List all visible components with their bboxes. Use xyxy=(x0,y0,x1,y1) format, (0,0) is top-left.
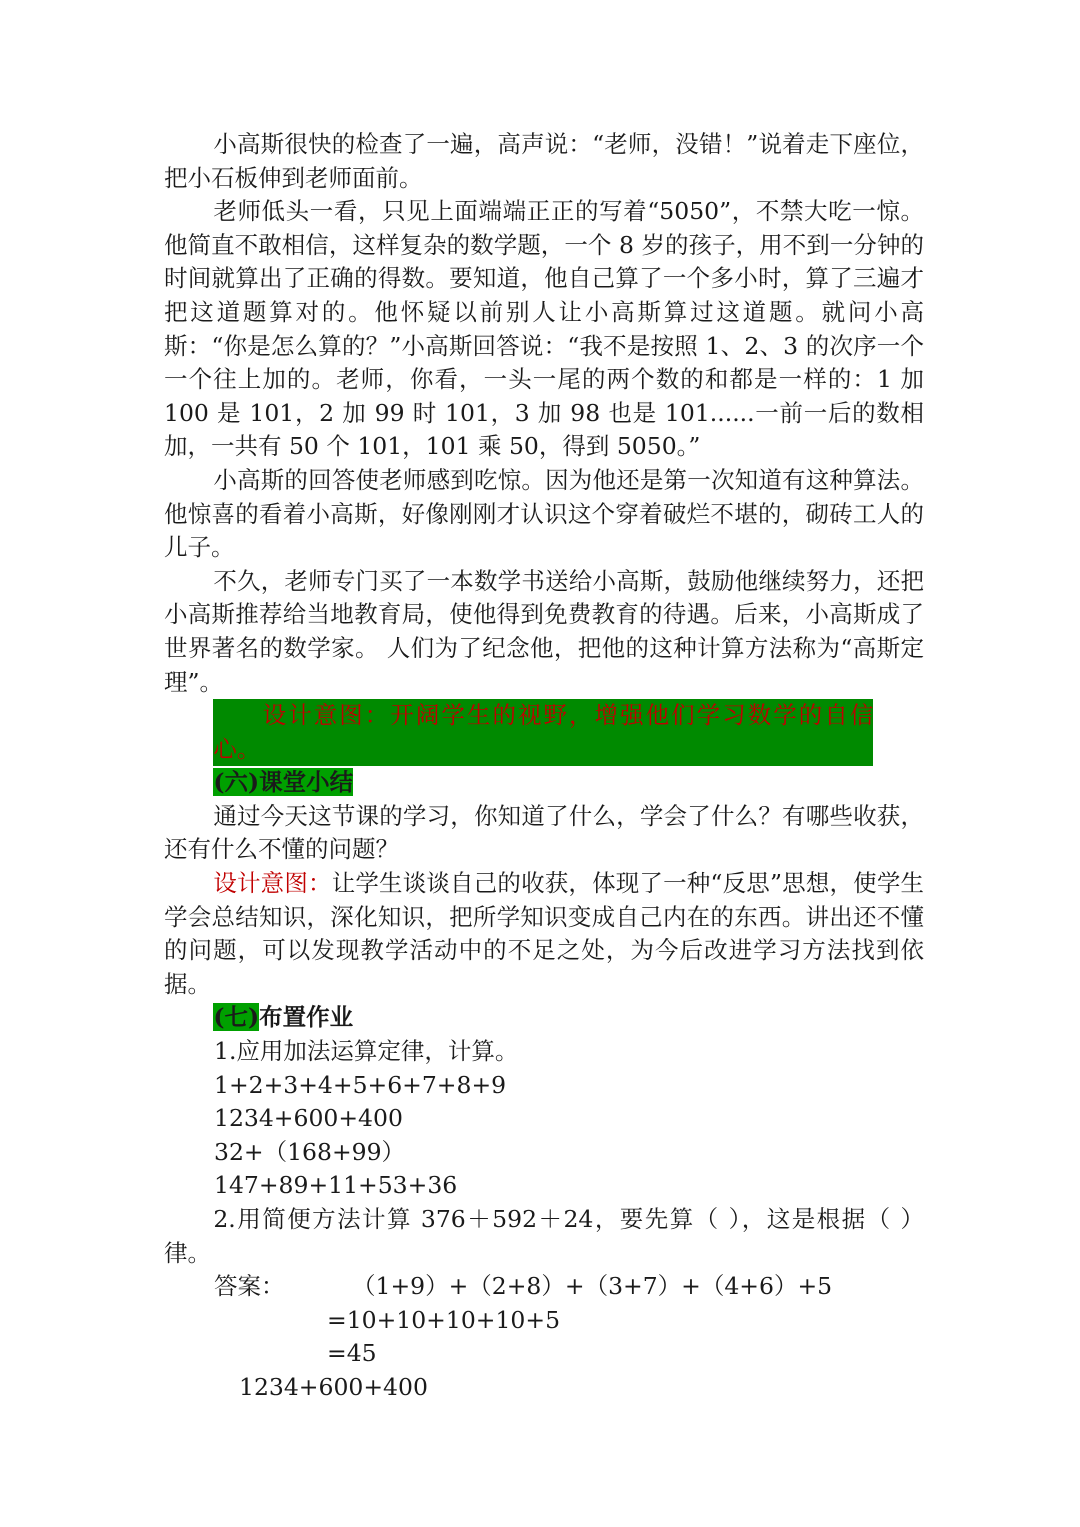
answer-line: =45 xyxy=(327,1339,377,1368)
story-paragraph: 不久，老师专门买了一本数学书送给小高斯，鼓励他继续努力，还把小高斯推荐给当地教育局，使他得到免费教育的待遇。后来，小高斯成了世界著名的数学家。 人们为了纪念他，把他的这种计算方法称为“高斯定理”。 xyxy=(164,566,924,696)
answer-expression: 1234+600+400 xyxy=(239,1372,428,1401)
homework-question-2: 2.用简便方法计算 376＋592＋24，要先算（ ），这是根据（ ）律。 xyxy=(164,1205,924,1267)
story-paragraph: 小高斯很快的检查了一遍，高声说：“老师，没错！”说着走下座位，把小石板伸到老师面前。 xyxy=(164,130,924,192)
design-intent-label: 设计意图： xyxy=(213,869,332,898)
section-heading-7 xyxy=(164,1001,924,1035)
design-intent-banner-row xyxy=(164,699,924,766)
answer-line: =10+10+10+10+5 xyxy=(327,1305,561,1334)
section-heading-7-number: (七) xyxy=(213,1003,260,1032)
answer-label: 答案： xyxy=(214,1272,285,1301)
document-page xyxy=(164,128,924,1405)
design-intent-banner: 设计意图：开阔学生的视野，增强他们学习数学的自信心。 xyxy=(213,699,873,766)
section-heading-6-row xyxy=(164,766,924,800)
design-intent-paragraph xyxy=(164,867,924,1001)
section-heading-6: (六)课堂小结 xyxy=(213,768,354,797)
design-intent-text: 让学生谈谈自己的收获，体现了一种“反思”思想，使学生学会总结知识，深化知识，把所学知识变成自己内在的东西。讲出还不懂的问题，可以发现教学活动中的不足之处，为今后改进学习方法找到依据。 xyxy=(164,869,925,998)
answer-line: （1+9）+（2+8）+（3+7）+（4+6）+5 xyxy=(352,1272,833,1301)
story-paragraph: 小高斯的回答使老师感到吃惊。因为他还是第一次知道有这种算法。他惊喜的看着小高斯，好像刚刚才认识这个穿着破烂不堪的，砌砖工人的儿子。 xyxy=(164,465,924,562)
homework-expression: 147+89+11+53+36 xyxy=(214,1171,458,1200)
summary-question: 通过今天这节课的学习，你知道了什么，学会了什么？有哪些收获，还有什么不懂的问题？ xyxy=(164,801,924,864)
answer-row xyxy=(164,1270,924,1304)
homework-question-1: 1.应用加法运算定律，计算。 xyxy=(214,1037,519,1066)
section-heading-7-text: 布置作业 xyxy=(259,1003,354,1032)
homework-expression: 32+（168+99） xyxy=(214,1137,406,1166)
homework-expression: 1+2+3+4+5+6+7+8+9 xyxy=(214,1070,507,1099)
homework-expression: 1234+600+400 xyxy=(214,1104,403,1133)
story-paragraph: 老师低头一看，只见上面端端正正的写着“5050”，不禁大吃一惊。他简直不敢相信，这样复杂的数学题，一个 8 岁的孩子，用不到一分钟的时间就算出了正确的得数。要知道，他自己算了一个多小时，算了三遍才把这道题算对的。他怀疑以前别人让小高斯算过这道题。就问小高斯：“你是怎么算的？”小高斯回答说：“我不是按照 1、2、3 的次序一个一个往上加的。老师，你看，一头一尾的两个数的和都是一样的：1 加 100 是 101，2 加 99 时 101，3 加 98 也是 101......一前一后的数相加，一共有 50 个 101，101 乘 50，得到 5050。” xyxy=(164,197,924,461)
